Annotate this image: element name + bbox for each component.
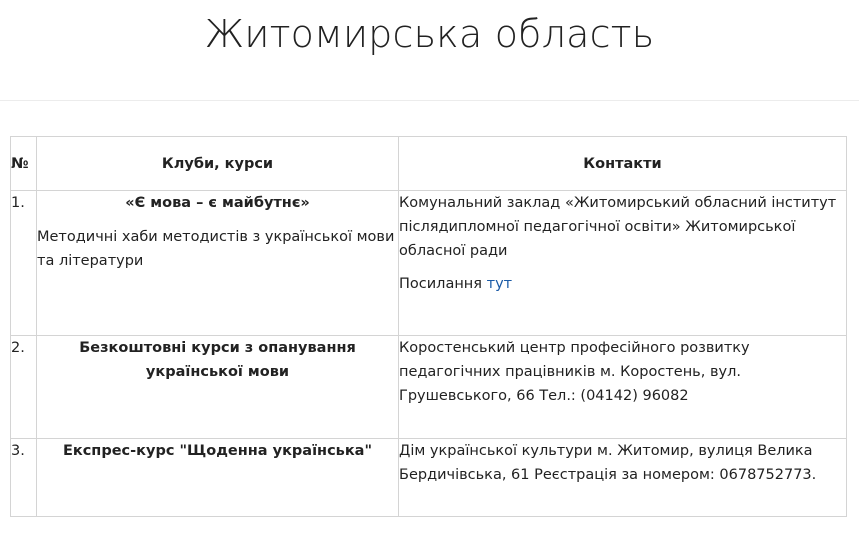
- link-prefix: Посилання: [399, 276, 483, 292]
- table-row: [11, 336, 847, 439]
- contact-cell: [399, 439, 847, 517]
- club-cell: [37, 439, 399, 517]
- table-row: [11, 439, 847, 517]
- contact-text: Дім української культури м. Житомир, вулиця Велика Бердичівська, 61 Реєстрація за номером: 0678752773.: [399, 443, 817, 483]
- club-title: Експрес-курс "Щоденна українська": [62, 443, 373, 459]
- row-number: 3.: [11, 439, 37, 517]
- table-header-row: [11, 137, 847, 191]
- contact-text: Коростенський центр професійного розвитку педагогічних працівників м. Коростень, вул. Грушевського, 66 Тел.: (04142) 96082: [399, 340, 750, 404]
- contact-text: Комунальний заклад «Житомирський обласний інститут післядипломної педагогічної освіти» Житомирської обласної ради: [399, 195, 837, 259]
- contact-cell: [399, 191, 847, 336]
- header-divider: [0, 100, 859, 101]
- club-title: «Є мова – є майбутнє»: [125, 195, 310, 211]
- club-description: Методичні хаби методистів з української мови та літератури: [37, 229, 395, 269]
- link-line: [399, 272, 846, 296]
- row-number: 1.: [11, 191, 37, 336]
- contact-cell: [399, 336, 847, 439]
- club-cell: [37, 191, 399, 336]
- column-header-contacts: Контакти: [399, 137, 847, 191]
- here-link[interactable]: тут: [486, 276, 513, 292]
- club-cell: [37, 336, 399, 439]
- club-title: Безкоштовні курси з опанування української мови: [79, 340, 356, 380]
- column-header-clubs: Клуби, курси: [37, 137, 399, 191]
- row-number: 2.: [11, 336, 37, 439]
- table-row: [11, 191, 847, 336]
- column-header-number: №: [11, 137, 37, 191]
- clubs-table: [10, 136, 847, 517]
- page-title: Житомирська область: [204, 12, 655, 56]
